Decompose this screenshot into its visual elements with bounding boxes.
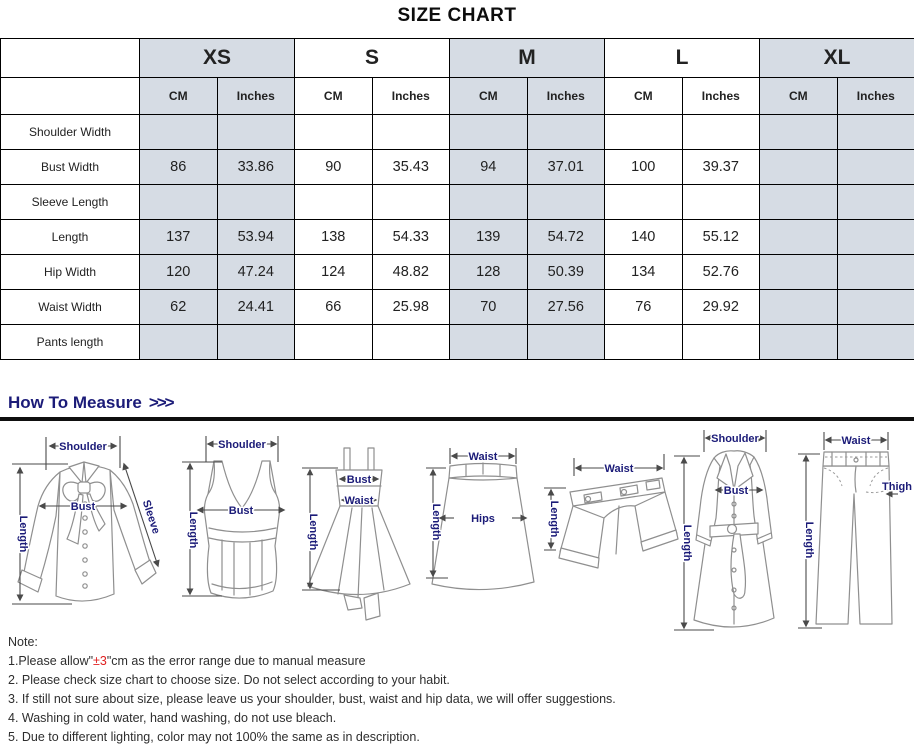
size-header-l: L — [605, 39, 760, 78]
unit-cell: Inches — [527, 78, 605, 115]
value-cell: 37.01 — [527, 150, 605, 185]
value-cell: 100 — [605, 150, 683, 185]
bust-label: Bust — [723, 485, 749, 497]
value-cell — [837, 220, 914, 255]
length-label: Length — [803, 521, 815, 559]
value-cell: 47.24 — [217, 255, 295, 290]
value-cell: 140 — [605, 220, 683, 255]
value-cell — [837, 255, 914, 290]
notes-section — [8, 633, 616, 747]
value-cell: 134 — [605, 255, 683, 290]
bust-label: Bust — [346, 474, 372, 486]
value-cell — [527, 185, 605, 220]
value-cell: 52.76 — [682, 255, 760, 290]
row-label: Shoulder Width — [1, 115, 140, 150]
value-cell — [217, 115, 295, 150]
value-cell — [372, 185, 450, 220]
value-cell: 54.33 — [372, 220, 450, 255]
value-cell — [605, 115, 683, 150]
value-cell — [837, 150, 914, 185]
pants-figure — [794, 430, 914, 634]
bust-label: Bust — [228, 505, 254, 517]
row-label: Length — [1, 220, 140, 255]
value-cell — [837, 325, 914, 360]
table-row — [1, 150, 914, 185]
hips-label: Hips — [471, 513, 495, 525]
size-header-m: M — [450, 39, 605, 78]
skirt-figure — [424, 444, 542, 602]
value-cell — [837, 185, 914, 220]
bust-label: Bust — [70, 501, 96, 513]
value-cell: 86 — [140, 150, 218, 185]
table-row — [1, 185, 914, 220]
value-cell: 48.82 — [372, 255, 450, 290]
corner-cell — [1, 39, 140, 78]
value-cell — [682, 325, 760, 360]
shoulder-label: Shoulder — [218, 439, 266, 451]
value-cell: 27.56 — [527, 290, 605, 325]
value-cell — [760, 185, 838, 220]
unit-cell: Inches — [372, 78, 450, 115]
value-cell — [372, 325, 450, 360]
value-cell — [295, 325, 373, 360]
value-cell: 139 — [450, 220, 528, 255]
size-header-s: S — [295, 39, 450, 78]
waist-label: Waist — [841, 435, 871, 447]
value-cell — [295, 115, 373, 150]
table-row — [1, 115, 914, 150]
note-1-suffix: "cm as the error range due to manual measure — [106, 654, 366, 668]
table-row — [1, 255, 914, 290]
value-cell — [527, 325, 605, 360]
divider-bar — [0, 417, 914, 421]
table-row — [1, 325, 914, 360]
unit-cell: CM — [140, 78, 218, 115]
value-cell — [527, 115, 605, 150]
shorts-figure — [540, 452, 680, 587]
shoulder-label: Shoulder — [59, 441, 107, 453]
row-label: Hip Width — [1, 255, 140, 290]
value-cell: 94 — [450, 150, 528, 185]
unit-cell: Inches — [837, 78, 914, 115]
unit-cell: CM — [450, 78, 528, 115]
value-cell — [217, 325, 295, 360]
slip-dress-figure — [300, 438, 420, 628]
value-cell — [450, 115, 528, 150]
sleeve-label: Sleeve — [139, 498, 162, 536]
shoulder-label: Shoulder — [711, 433, 759, 445]
value-cell: 137 — [140, 220, 218, 255]
value-cell — [760, 290, 838, 325]
page-title: SIZE CHART — [397, 5, 517, 26]
unit-cell: CM — [760, 78, 838, 115]
value-cell — [837, 115, 914, 150]
note-line-3: 3. If still not sure about size, please leave us your shoulder, bust, waist and hip data, we will offer suggestions. — [8, 692, 616, 706]
value-cell — [760, 255, 838, 290]
value-cell — [140, 115, 218, 150]
value-cell: 76 — [605, 290, 683, 325]
unit-cell: Inches — [682, 78, 760, 115]
value-cell — [760, 325, 838, 360]
waist-label: Waist — [468, 451, 498, 463]
corner-cell — [1, 78, 140, 115]
chevron-right-icon: >>> — [148, 393, 173, 412]
measurement-figures — [0, 428, 914, 640]
waist-label: Waist — [604, 463, 634, 475]
length-label: Length — [548, 500, 560, 538]
unit-cell: CM — [605, 78, 683, 115]
table-row — [1, 290, 914, 325]
length-label: Length — [17, 515, 29, 553]
value-cell: 120 — [140, 255, 218, 290]
note-line-1 — [8, 652, 616, 671]
row-label: Bust Width — [1, 150, 140, 185]
value-cell — [450, 325, 528, 360]
value-cell: 50.39 — [527, 255, 605, 290]
note-1-tolerance: ±3 — [93, 654, 107, 668]
how-to-measure-label: How To Measure — [8, 393, 142, 412]
value-cell: 39.37 — [682, 150, 760, 185]
size-header-xs: XS — [140, 39, 295, 78]
value-cell — [682, 115, 760, 150]
value-cell — [217, 185, 295, 220]
value-cell: 55.12 — [682, 220, 760, 255]
note-1-prefix: 1.Please allow" — [8, 654, 94, 668]
value-cell: 33.86 — [217, 150, 295, 185]
value-cell: 124 — [295, 255, 373, 290]
length-label: Length — [187, 511, 199, 549]
length-label: Length — [430, 503, 442, 541]
unit-cell: Inches — [217, 78, 295, 115]
waist-label: Waist — [344, 495, 374, 507]
length-label: Length — [681, 524, 693, 562]
note-line-5: 5. Due to different lighting, color may not 100% the same as in description. — [8, 730, 420, 744]
tank-top-figure — [178, 432, 302, 624]
value-cell: 66 — [295, 290, 373, 325]
unit-cell: CM — [295, 78, 373, 115]
value-cell — [605, 325, 683, 360]
how-to-measure-heading — [8, 393, 173, 413]
notes-heading: Note: — [8, 635, 38, 649]
value-cell: 54.72 — [527, 220, 605, 255]
value-cell: 62 — [140, 290, 218, 325]
value-cell: 29.92 — [682, 290, 760, 325]
thigh-label: Thigh — [882, 481, 912, 493]
blouse-figure — [6, 432, 174, 630]
value-cell — [760, 220, 838, 255]
value-cell: 70 — [450, 290, 528, 325]
value-cell: 138 — [295, 220, 373, 255]
value-cell: 53.94 — [217, 220, 295, 255]
value-cell — [372, 115, 450, 150]
value-cell — [605, 185, 683, 220]
table-row — [1, 220, 914, 255]
note-line-4: 4. Washing in cold water, hand washing, do not use bleach. — [8, 711, 337, 725]
value-cell: 25.98 — [372, 290, 450, 325]
row-label: Sleeve Length — [1, 185, 140, 220]
value-cell — [760, 150, 838, 185]
length-label: Length — [307, 513, 319, 551]
value-cell: 128 — [450, 255, 528, 290]
size-header-row — [1, 39, 914, 78]
value-cell: 35.43 — [372, 150, 450, 185]
value-cell — [450, 185, 528, 220]
value-cell — [760, 115, 838, 150]
size-header-xl: XL — [760, 39, 914, 78]
row-label: Waist Width — [1, 290, 140, 325]
value-cell — [140, 325, 218, 360]
size-table — [0, 38, 914, 360]
unit-header-row — [1, 78, 914, 115]
value-cell: 90 — [295, 150, 373, 185]
value-cell: 24.41 — [217, 290, 295, 325]
value-cell — [140, 185, 218, 220]
row-label: Pants length — [1, 325, 140, 360]
coat-figure — [670, 428, 798, 640]
value-cell — [295, 185, 373, 220]
value-cell — [682, 185, 760, 220]
value-cell — [837, 290, 914, 325]
note-line-2: 2. Please check size chart to choose size. Do not select according to your habit. — [8, 673, 450, 687]
